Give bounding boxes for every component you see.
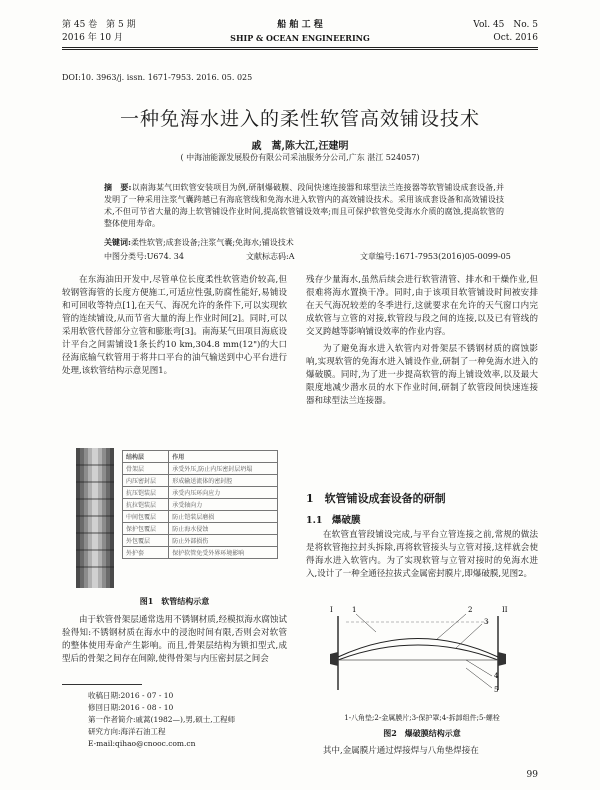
left-para-1 (62, 274, 287, 378)
fig1-table-cell: 骨架层 (123, 463, 169, 475)
fig1-table-cell: 中间包覆层 (123, 511, 169, 523)
left-para-2 (62, 614, 287, 666)
right-paras (306, 274, 538, 408)
figure-1-caption: 图1 软管结构示意 (139, 596, 210, 606)
fig1-head-cell: 作用 (169, 451, 278, 463)
fig1-table-cell: 外包覆层 (123, 535, 169, 547)
fig1-table-cell: 形成输送流体的密封腔 (169, 475, 278, 487)
fig1-table-head (123, 451, 278, 463)
authors: 戚 蒿,陈大江,汪建明 (251, 141, 349, 152)
header-rule (62, 47, 538, 48)
fig1-table-cell: 防止海水侵蚀 (169, 523, 278, 535)
figure-2-diagram (316, 602, 528, 698)
research-field: 研究方向:海洋石油工程 (88, 727, 166, 736)
keywords (104, 237, 504, 248)
header-rule-2 (62, 49, 538, 50)
fig1-head-cell: 结构层 (123, 451, 169, 463)
abstract (104, 181, 504, 230)
footnote-rule (62, 684, 142, 685)
document-code: 文献标志码:A (246, 252, 295, 261)
doi: DOI:10. 3963/j. issn. 1671-7953. 2016. 05. 025 (62, 73, 253, 82)
left-para-1-text: 在东海油田开发中,尽管单位长度柔性软管造价较高,但较钢管海管的长度方便施工,可适应性强,防腐性能好,易铺设和可回收等特点[1],在天气、海况允许的条件下,可以实现软管的连续铺设,从而节省大量的海上作业时间[2]。同时,可以采用软管代替部分立管和膨胀弯[3]。南海某气田项目海底设计平台之间需铺设1条长约10 km,304.8 mm(12")的大口径海底输气软管用于将井口平台的油气输送到中心平台进行处理,该软管结构示意见图1。 (62, 275, 287, 376)
article-number: 文章编号:1671-7953(2016)05-0099-05 (360, 252, 511, 261)
header-date-en: Oct. 2016 (493, 33, 538, 43)
right-para-4-text: 其中,金属膜片通过焊接焊与八角垫焊接在 (323, 746, 479, 756)
fig1-table-row (123, 511, 278, 523)
keywords-text: 柔性软管;成套设备;注浆气囊;免海水;铺设技术 (130, 238, 294, 247)
fig1-table-cell: 承受轴向力 (169, 499, 278, 511)
figure-1-table (122, 450, 278, 559)
fig2-label-1: 1 (352, 606, 357, 614)
right-para-3 (306, 529, 538, 581)
received-date: 收稿日期:2016 - 07 - 10 (88, 691, 174, 700)
journal-title-en: SHIP & OCEAN ENGINEERING (230, 33, 370, 43)
fig2-label-5: 5 (494, 686, 499, 694)
right-para-2: 为了避免海水进入软管内对骨架层不锈钢材质的腐蚀影响,实现软管的免海水进入铺设作业,研制了一种免海水进入的爆破膜。同时,为了进一步提高软管的海上铺设效率,以及最大限度地减少潜水员的水下作业时间,研制了软管段间快速连接器和球型法兰连接器。 (306, 344, 538, 406)
affiliation: ( 中海油能源发展股份有限公司采油服务分公司,广东 湛江 524057) (180, 153, 420, 162)
fig1-table-cell: 外护套 (123, 547, 169, 559)
header-date: 2016 年 10 月 (62, 33, 123, 43)
revised-date: 修回日期:2016 - 08 - 10 (88, 703, 174, 712)
fig1-table-row (123, 475, 278, 487)
fig2-label-II: II (502, 606, 508, 614)
fig1-table-row (123, 547, 278, 559)
fig1-table-cell: 保护软管免受外界环境影响 (169, 547, 278, 559)
right-para-4 (306, 745, 538, 758)
fig2-label-2: 2 (468, 606, 473, 614)
abstract-text: 以南海某气田软管安装项目为例,研制爆破膜、段间快速连接器和球型法兰连接器等软管铺设成套设备,并发明了一种采用注浆气囊跨越已有海底管线和免海水进入软管内的高效铺设技术。采用该成套设备和高效铺设技术,不但可节省大量的海上软管铺设作业时间,提高软管铺设效率;而且可保护软管免受海水介质的腐蚀,提高软管的整体使用寿命。 (104, 183, 504, 228)
fig1-table-cell: 承受内压环向应力 (169, 487, 278, 499)
email: E-mail:qihao@cnooc.com.cn (88, 739, 196, 748)
abstract-label: 摘 要: (104, 182, 132, 192)
fig1-table-cell: 防止铠装层磨损 (169, 511, 278, 523)
fig1-table-row (123, 535, 278, 547)
fig2-label-I: I (330, 606, 333, 614)
fig1-table-row (123, 523, 278, 535)
fig1-table-row (123, 487, 278, 499)
fig2-label-4: 4 (494, 672, 499, 680)
right-para-1: 残存少量海水,虽然后续会进行软管清管、排水和干燥作业,但很难将海水置换干净。同时,由于该项目软管铺设时间被安排在天气海况较差的冬季进行,这就要求在允许的天气窗口内完成软管与立管的对接,软管段与段之间的连接,以及已有管线的交叉跨越等影响铺设效率的作业内容。 (306, 275, 538, 337)
hose-layers-image (70, 448, 120, 588)
fig1-table-row (123, 463, 278, 475)
journal-title-cn: 船 舶 工 程 (277, 20, 323, 30)
clc-number: 中图分类号:U674. 34 (104, 252, 184, 261)
fig1-table-cell: 抗压铠装层 (123, 487, 169, 499)
figure-1 (70, 448, 280, 588)
fig2-label-3: 3 (484, 618, 489, 626)
footnote (88, 690, 288, 750)
paper-title: 一种免海水进入的柔性软管高效铺设技术 (119, 108, 480, 130)
fig1-table-cell: 内压密封层 (123, 475, 169, 487)
fig1-table-cell: 保护包覆层 (123, 523, 169, 535)
figure-2-caption: 图2 爆破膜结构示意 (383, 728, 461, 738)
keywords-label: 关键词: (104, 237, 131, 247)
fig1-table-row (123, 499, 278, 511)
header-volume: 第 45 卷 第 5 期 (62, 20, 136, 30)
page-number: 99 (526, 770, 538, 780)
first-author: 第一作者简介:戚蒿(1982—),男,硕士,工程师 (88, 715, 236, 724)
left-para-2-text: 由于软管骨架层通常选用不锈钢材质,经模拟海水腐蚀试验得知:不锈钢材质在海水中的浸泡时间有限,否则会对软管的整体使用寿命产生影响。而且,骨架层结构为锁扣型式,成型后的骨架之间存在间隙,使得骨架与内压密封层之间会 (62, 615, 287, 664)
fig1-table-cell: 抗拉铠装层 (123, 499, 169, 511)
fig1-table-cell: 防止外部损伤 (169, 535, 278, 547)
section-1-1-heading: 1.1 爆破膜 (306, 515, 361, 526)
fig1-table-cell: 承受外压,防止内压密封层坍塌 (169, 463, 278, 475)
header-volume-en: Vol. 45 No. 5 (473, 20, 538, 30)
section-1-heading: 1 软管铺设成套设备的研制 (306, 492, 446, 505)
right-para-3-text: 在软管直管段铺设完成,与平台立管连接之前,常规的做法是将软管拖拉封头拆除,再将软管接头与立管对接,这样就会使得海水进入软管内。为了实现软管与立管对接时的免海水进入,设计了一种全通径拉拔式金属密封膜片,即爆破膜,见图2。 (306, 530, 538, 579)
figure-2-legend: 1-八角垫;2-金属膜片;3-保护罩;4-拆卸组件;5-螺栓 (344, 714, 500, 722)
